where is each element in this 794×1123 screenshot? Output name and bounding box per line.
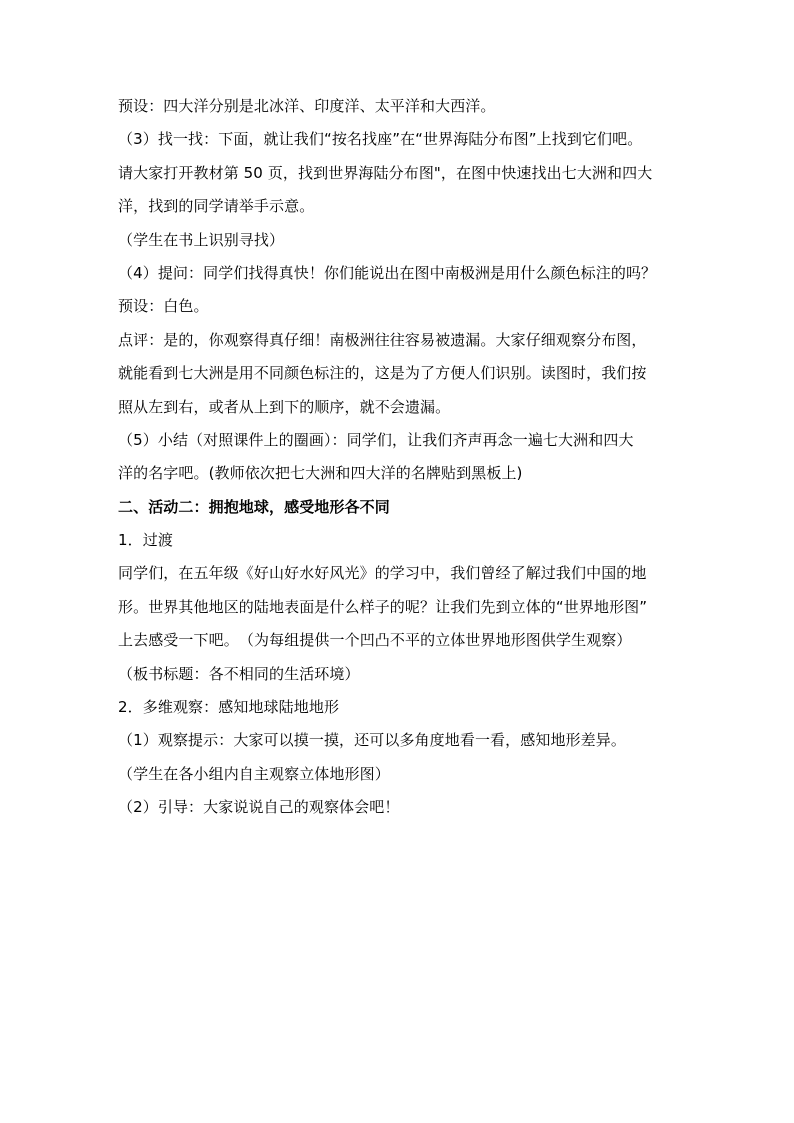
paragraph-line: （1）观察提示：大家可以摸一摸，还可以多角度地看一看，感知地形差异。 <box>118 731 626 750</box>
paragraph-line: 同学们，在五年级《好山好水好风光》的学习中，我们曾经了解过我们中国的地 <box>118 564 647 583</box>
paragraph-line: （4）提问：同学们找得真快！你们能说出在图中南极洲是用什么颜色标注的吗？ <box>118 263 657 282</box>
section-heading: 二、活动二：拥抱地球，感受地形各不同 <box>118 497 390 516</box>
document-body <box>118 90 688 825</box>
paragraph-line: 洋，找到的同学请举手示意。 <box>118 197 315 216</box>
paragraph-line: （5）小结（对照课件上的圈画）：同学们，让我们齐声再念一遍七大洲和四大 <box>118 430 634 449</box>
paragraph-line: 洋的名字吧。(教师依次把七大洲和四大洋的名牌贴到黑板上) <box>118 464 523 483</box>
paragraph-line: （2）引导：大家说说自己的观察体会吧！ <box>118 798 400 817</box>
paragraph-line: 上去感受一下吧。 （为每组提供一个凹凸不平的立体世界地形图供学生观察） <box>118 631 632 650</box>
paragraph-line: 形。世界其他地区的陆地表面是什么样子的呢？让我们先到立体的“世界地形图” <box>118 597 648 616</box>
paragraph-line: 预设：四大洋分别是北冰洋、印度洋、太平洋和大西洋。 <box>118 97 496 115</box>
paragraph-line: 请大家打开教材第 50 页，找到世界海陆分布图"，在图中快速找出七大洲和四大 <box>118 163 653 182</box>
paragraph-line: 照从左到右，或者从上到下的顺序，就不会遗漏。 <box>118 397 451 416</box>
paragraph-line: （板书标题：各不相同的生活环境） <box>118 664 360 683</box>
paragraph-line: 点评：是的，你观察得真仔细！南极洲往往容易被遗漏。大家仔细观察分布图， <box>118 330 647 349</box>
paragraph-line: （学生在书上识别寻找） <box>118 230 285 249</box>
paragraph-line: （3）找一找：下面，就让我们“按名找座”在“世界海陆分布图”上找到它们吧。 <box>118 130 643 149</box>
paragraph-line: 1．过渡 <box>118 531 173 550</box>
paragraph-line: 2．多维观察：感知地球陆地地形 <box>118 698 340 717</box>
paragraph-line: （学生在各小组内自主观察立体地形图） <box>118 764 390 783</box>
paragraph-line: 就能看到七大洲是用不同颜色标注的，这是为了方便人们识别。读图时，我们按 <box>118 364 647 383</box>
paragraph-line: 预设：白色。 <box>118 297 209 316</box>
